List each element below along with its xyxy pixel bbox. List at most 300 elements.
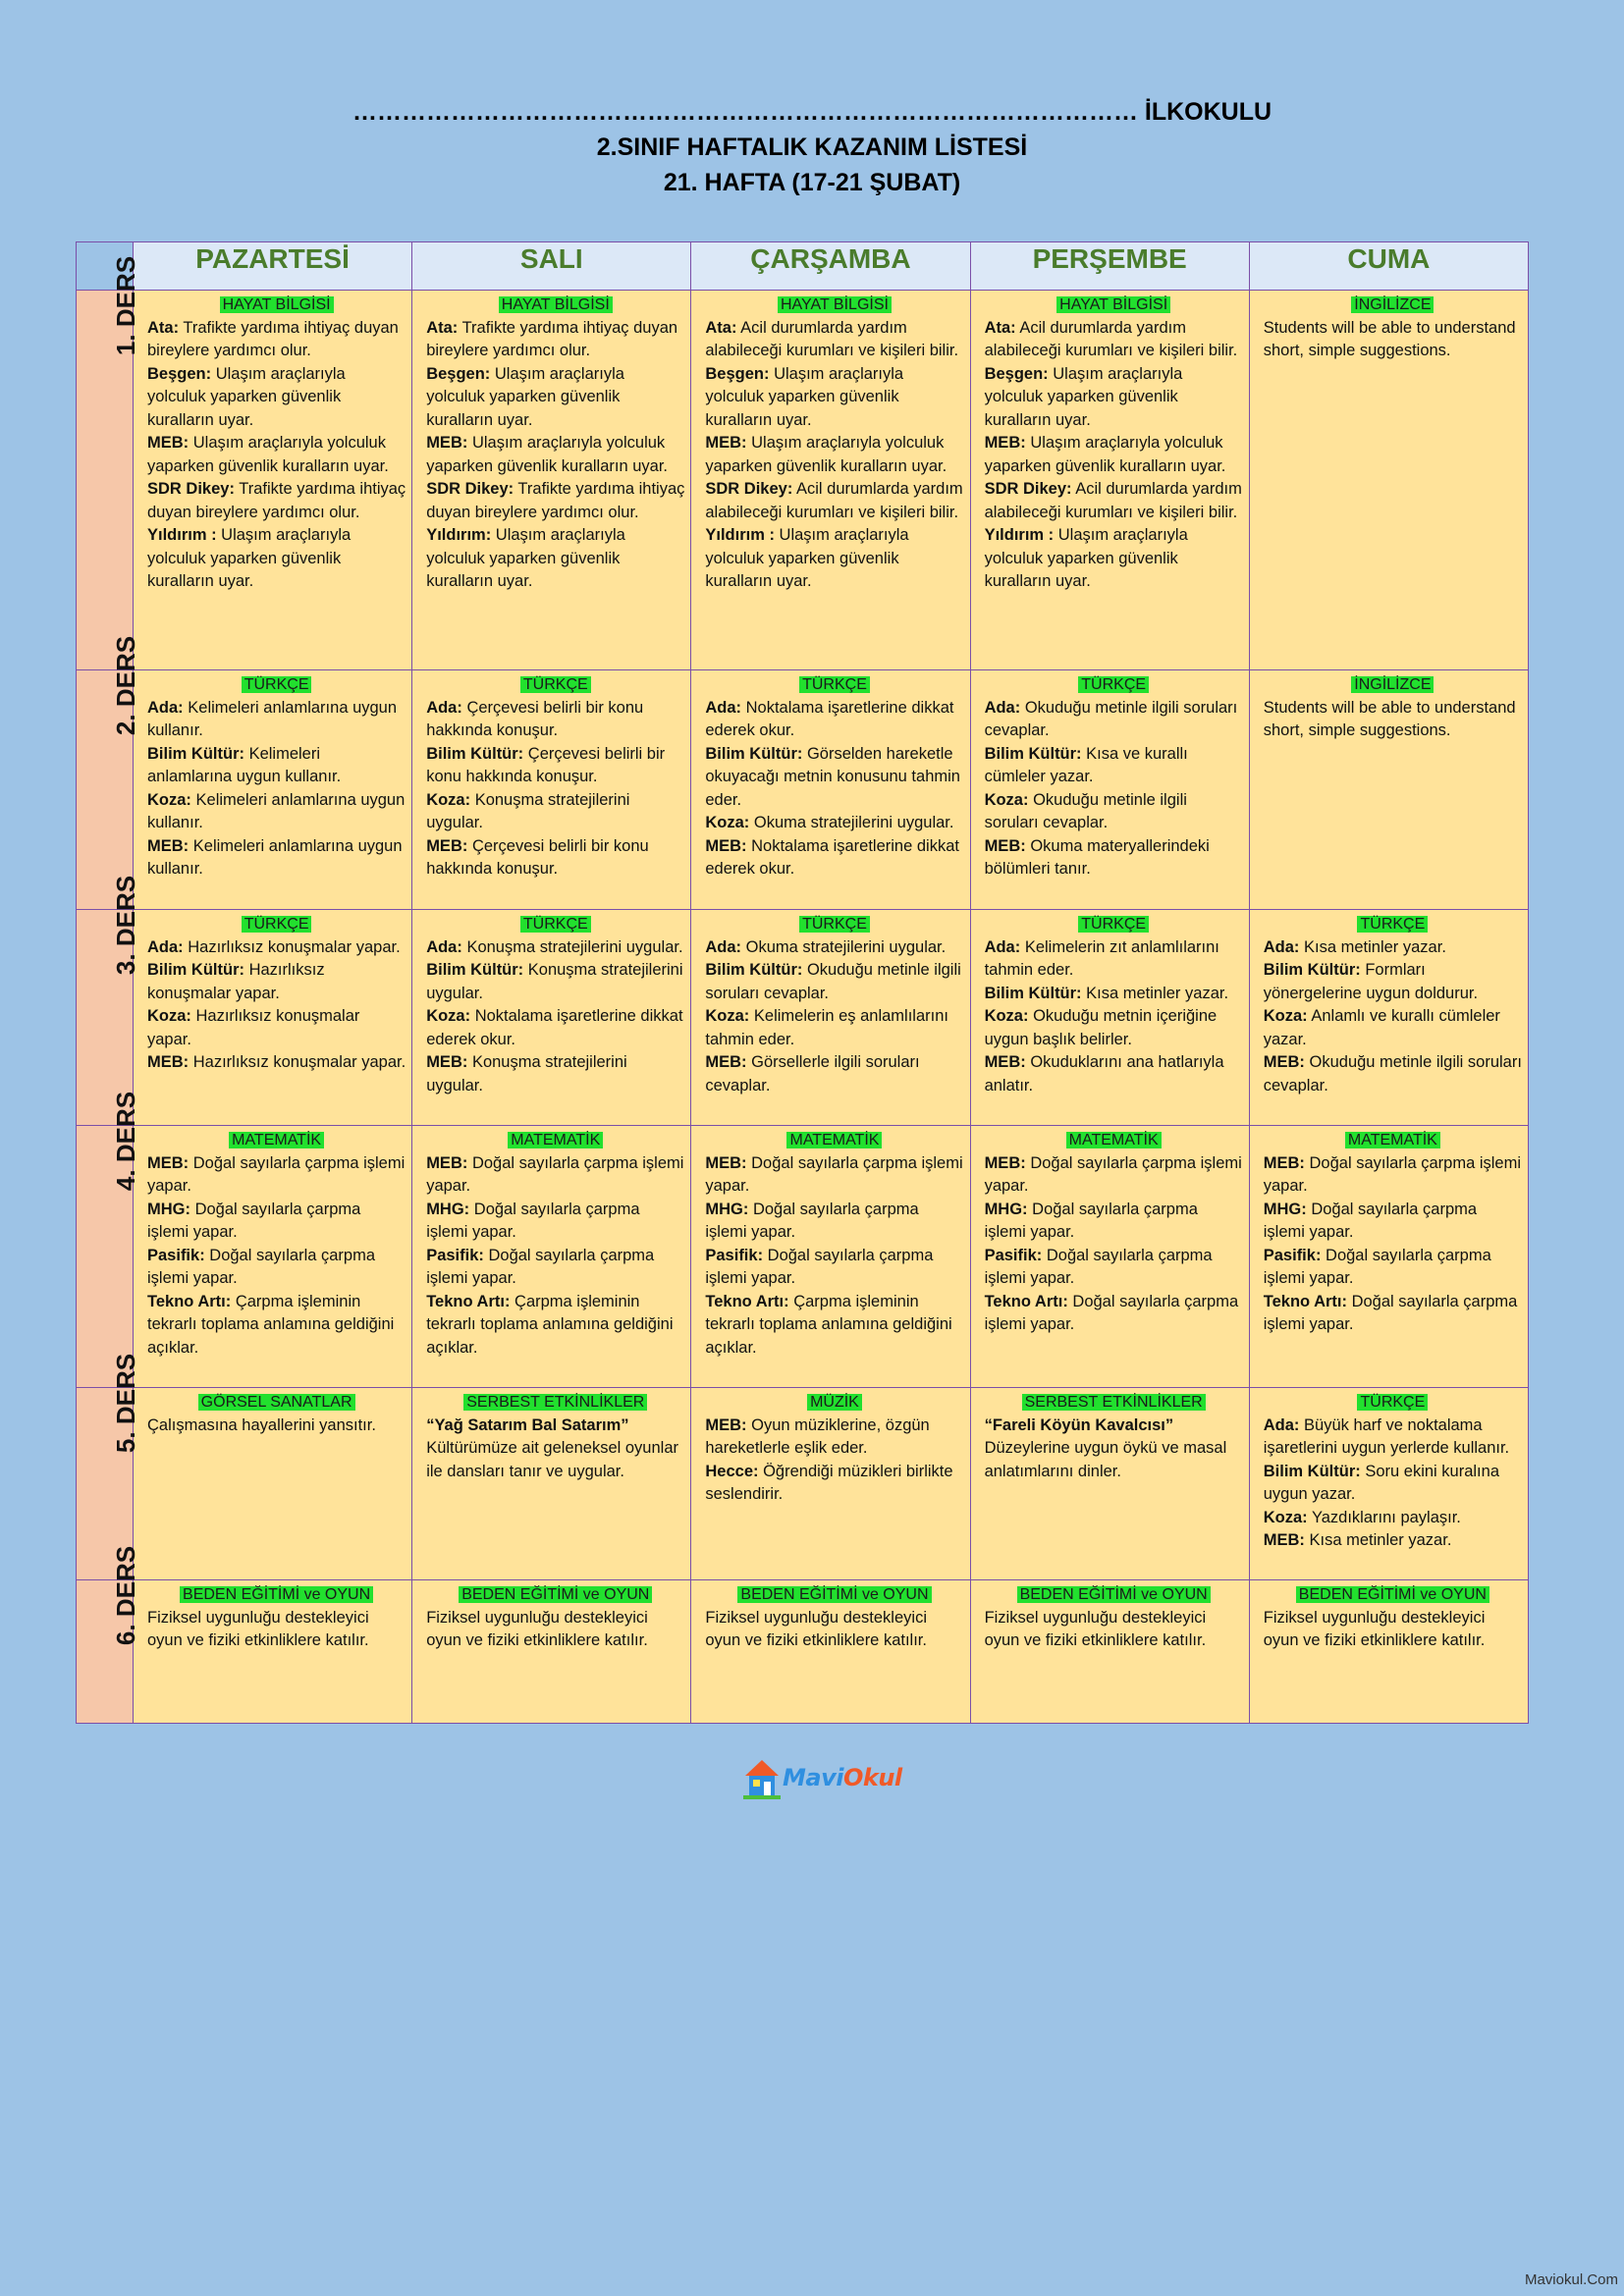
objective-line [705,1199,963,1245]
objective-line [1264,1461,1522,1507]
objective-line [985,524,1243,594]
publisher-name: Hecce: [705,1462,759,1480]
objective-text: Students will be able to understand short, simple suggestions. [1263,318,1516,359]
lesson-row [77,1126,1529,1388]
objective-text: Okuduğu metnin içeriğine uygun başlık belirler. [984,1007,1218,1048]
objective-line [705,936,963,960]
logo-text-okul: Okul [842,1764,902,1791]
lesson-cell-thursday [970,1126,1249,1388]
objective-text: Fiziksel uygunluğu destekleyici oyun ve fiziki etkinliklere katılır. [147,1608,369,1649]
subject-label [1264,913,1522,936]
objective-line [985,983,1243,1006]
objective-line [147,743,406,789]
objective-text: Acil durumlarda yardım alabileceği kurumları ve kişileri bilir. [984,318,1238,359]
objective-line [426,1415,684,1438]
lesson-number-text: 5. DERS [111,1353,141,1454]
objective-line [985,1051,1243,1097]
lesson-row [77,670,1529,910]
objective-text: Okuduğu metinle ilgili soruları cevaplar. [705,961,961,1002]
school-name-line: …………………………………………………………………………………… İLKOKULU [352,98,1272,126]
objective-line [705,743,963,813]
objective-text: Doğal sayılarla çarpma işlemi yapar. [984,1292,1239,1333]
subject-badge: SERBEST ETKİNLİKLER [463,1394,647,1411]
publisher-name: SDR Dikey: [984,480,1072,498]
objective-line [985,1415,1243,1438]
subject-badge: İNGİLİZCE [1351,296,1434,313]
objective-text: Okuma stratejilerini uygular. [749,814,954,831]
objective-text: Trafikte yardıma ihtiyaç duyan bireylere yardımcı olur. [147,480,406,521]
publisher-name: Yıldırım : [984,526,1055,544]
publisher-name: SDR Dikey: [147,480,235,498]
objective-line [147,835,406,881]
objective-line [1264,1507,1522,1530]
lesson-number-text: 1. DERS [111,255,141,356]
subject-badge: TÜRKÇE [520,676,591,693]
publisher-name: MEB: [705,1153,747,1172]
lesson-cell-wednesday [691,1388,970,1580]
objective-text: Ulaşım araçlarıyla yolculuk yaparken güvenlik kuralların uyar. [984,526,1188,590]
objective-text: Çerçevesi belirli bir konu hakkında konuşur. [426,698,644,739]
objective-text: Hazırlıksız konuşmalar yapar. [183,937,401,956]
objective-line [426,1245,684,1291]
publisher-name: Koza: [1263,1007,1308,1025]
objective-text: Hazırlıksız konuşmalar yapar. [147,961,325,1002]
subject-badge: İNGİLİZCE [1351,676,1434,693]
subject-label [705,1129,963,1152]
objective-line [147,1005,406,1051]
objective-line [1264,697,1522,743]
objective-text: Kısa metinler yazar. [1304,1531,1452,1549]
lesson-number-text: 3. DERS [111,875,141,976]
lesson-cell-friday [1249,910,1528,1126]
day-header-row [77,242,1529,291]
objective-text: Kelimeleri anlamlarına uygun kullanır. [147,836,403,878]
publisher-name: MEB: [705,434,747,452]
objective-line [985,363,1243,433]
lesson-cell-thursday [970,910,1249,1126]
objective-line [705,1245,963,1291]
objective-line [705,1051,963,1097]
objective-text: Ulaşım araçlarıyla yolculuk yaparken güvenlik kuralların uyar. [705,526,909,590]
publisher-name: MHG: [1263,1200,1307,1218]
objective-line [985,743,1243,789]
objective-line [147,1051,406,1075]
subject-badge: MATEMATİK [1345,1132,1440,1148]
publisher-name: MEB: [705,1053,747,1071]
publisher-name: MEB: [705,836,747,855]
objective-text: Doğal sayılarla çarpma işlemi yapar. [1263,1292,1518,1333]
objective-text: Soru ekini kuralına uygun yazar. [1263,1462,1499,1503]
subject-label [705,913,963,936]
objective-text: Acil durumlarda yardım alabileceği kurumları ve kişileri bilir. [705,318,959,359]
subject-badge: BEDEN EĞİTİMİ ve OYUN [737,1586,931,1603]
publisher-name: Koza: [705,1007,750,1025]
objective-line [705,1005,963,1051]
objective-line [147,1415,406,1438]
objective-text: Doğal sayılarla çarpma işlemi yapar. [426,1246,655,1287]
publisher-name: Ada: [147,937,184,956]
publisher-name: MEB: [147,1053,189,1071]
publisher-name: Pasifik: [1263,1246,1322,1264]
lesson-cell-thursday [970,291,1249,670]
objective-line [426,1199,684,1245]
subject-label [705,1583,963,1607]
objective-text: Doğal sayılarla çarpma işlemi yapar. [426,1200,640,1241]
objective-line [147,936,406,960]
lesson-number-text: 6. DERS [111,1545,141,1646]
objective-text: Doğal sayılarla çarpma işlemi yapar. [1263,1246,1491,1287]
publisher-name: Koza: [147,790,191,809]
subject-badge: HAYAT BİLGİSİ [778,296,892,313]
subject-badge: TÜRKÇE [520,916,591,933]
objective-text: Doğal sayılarla çarpma işlemi yapar. [984,1246,1213,1287]
publisher-name: MEB: [426,434,468,452]
objective-line [426,697,684,743]
publisher-name: Pasifik: [147,1246,205,1264]
subject-badge: GÖRSEL SANATLAR [198,1394,355,1411]
objective-text: Konuşma stratejilerini uygular. [426,790,630,831]
objective-text: Ulaşım araçlarıyla yolculuk yaparken güvenlik kuralların uyar. [426,364,624,429]
subject-badge: TÜRKÇE [799,916,870,933]
objective-text: Noktalama işaretlerine dikkat ederek okur. [426,1007,683,1048]
objective-text: Kelimeleri anlamlarına uygun kullanır. [147,790,406,831]
publisher-name: Ada: [426,937,462,956]
objective-line [147,1199,406,1245]
subject-label [985,1129,1243,1152]
lesson-cell-monday [134,1126,412,1388]
objective-text: Okuduğu metinle ilgili soruları cevaplar. [984,790,1187,831]
publisher-name: Yıldırım: [426,526,492,544]
objective-line [985,1005,1243,1051]
objective-line [426,789,684,835]
lesson-cell-friday [1249,291,1528,670]
lesson-number-text: 4. DERS [111,1091,141,1192]
objective-line [426,317,684,363]
objective-text: Ulaşım araçlarıyla yolculuk yaparken güvenlik kuralların uyar. [426,434,668,475]
subject-badge: TÜRKÇE [799,676,870,693]
lesson-cell-tuesday [412,1126,691,1388]
objective-line [705,1415,963,1461]
publisher-name: Ata: [705,318,737,337]
objective-line [705,835,963,881]
subject-badge: HAYAT BİLGİSİ [499,296,613,313]
objective-text: Doğal sayılarla çarpma işlemi yapar. [147,1153,406,1195]
objective-line [147,1245,406,1291]
objective-text: Çerçevesi belirli bir konu hakkında konuşur. [426,836,649,878]
subject-badge: SERBEST ETKİNLİKLER [1022,1394,1206,1411]
objective-line [147,363,406,433]
lesson-cell-wednesday [691,910,970,1126]
subject-label [426,673,684,697]
publisher-name: Koza: [705,814,750,831]
objective-text: Ulaşım araçlarıyla yolculuk yaparken güvenlik kuralların uyar. [147,526,352,590]
publisher-name: MEB: [426,1153,468,1172]
subject-label [985,913,1243,936]
subject-badge: BEDEN EĞİTİMİ ve OYUN [180,1586,373,1603]
objective-line [985,317,1243,363]
lesson-cell-tuesday [412,291,691,670]
house-icon [743,1758,781,1801]
objective-text: Öğrendiği müzikleri birlikte seslendirir. [705,1462,953,1503]
objective-text: Noktalama işaretlerine dikkat ederek okur. [705,836,959,878]
lesson-row-label [77,255,141,670]
objective-text: Kelimelerin eş anlamlılarını tahmin eder. [705,1007,948,1048]
publisher-name: MEB: [984,836,1026,855]
objective-line [985,697,1243,743]
objective-text: Doğal sayılarla çarpma işlemi yapar. [1263,1153,1521,1195]
objective-text: Ulaşım araçlarıyla yolculuk yaparken güvenlik kuralların uyar. [426,526,625,590]
objective-line [705,524,963,594]
objective-text: Okuduklarını ana hatlarıyla anlatır. [984,1053,1224,1095]
objective-line [705,1291,963,1361]
subject-badge: TÜRKÇE [242,676,312,693]
weekly-schedule-table [76,241,1529,1724]
objective-text: Kısa metinler yazar. [1081,984,1229,1002]
publisher-name: “Yağ Satarım Bal Satarım” [426,1415,629,1434]
subject-label [426,1129,684,1152]
publisher-name: Tekno Artı: [984,1292,1068,1310]
lesson-cell-tuesday [412,670,691,910]
objective-line [426,524,684,594]
objective-text: Hazırlıksız konuşmalar yapar. [189,1053,406,1071]
objective-line [1264,1415,1522,1461]
objective-text: Konuşma stratejilerini uygular. [426,1053,627,1095]
lesson-cell-friday [1249,1580,1528,1724]
objective-text: Fiziksel uygunluğu destekleyici oyun ve fiziki etkinliklere katılır. [705,1608,927,1649]
objective-text: Kelimeleri anlamlarına uygun kullanır. [147,698,398,739]
lesson-cell-thursday [970,670,1249,910]
publisher-name: Bilim Kültür: [984,984,1082,1002]
lesson-row [77,1388,1529,1580]
objective-line [985,1199,1243,1245]
objective-line [985,478,1243,524]
lesson-cell-wednesday [691,1126,970,1388]
objective-line [426,1152,684,1199]
objective-text: Konuşma stratejilerini uygular. [426,961,683,1002]
objective-line [1264,1005,1522,1051]
objective-line [426,835,684,881]
publisher-name: Ata: [984,318,1016,337]
objective-text: Ulaşım araçlarıyla yolculuk yaparken güvenlik kuralların uyar. [984,364,1183,429]
objective-line [1264,317,1522,363]
objective-text: Doğal sayılarla çarpma işlemi yapar. [1263,1200,1478,1241]
objective-text: Çalışmasına hayallerini yansıtır. [147,1415,376,1434]
logo-wordmark [783,1764,902,1791]
subject-badge: TÜRKÇE [1357,1394,1428,1411]
objective-text: Doğal sayılarla çarpma işlemi yapar. [984,1200,1198,1241]
subject-badge: TÜRKÇE [1078,676,1149,693]
objective-line [985,936,1243,983]
document-title: 2.SINIF HAFTALIK KAZANIM LİSTESİ [596,133,1028,161]
publisher-name: Ada: [1263,1415,1300,1434]
subject-label [147,913,406,936]
publisher-name: Yıldırım : [147,526,217,544]
lesson-cell-friday [1249,1126,1528,1388]
publisher-name: Ada: [426,698,462,717]
objective-line [1264,1245,1522,1291]
subject-badge: BEDEN EĞİTİMİ ve OYUN [1296,1586,1489,1603]
objective-text: Okuma materyallerindeki bölümleri tanır. [984,836,1210,878]
subject-label [147,1129,406,1152]
objective-line [1264,936,1522,960]
subject-label [985,1391,1243,1415]
objective-line [147,478,406,524]
subject-label [147,1391,406,1415]
objective-line [705,1607,963,1653]
objective-line [1264,1291,1522,1337]
objective-line [985,1437,1243,1483]
day-header-wednesday: ÇARŞAMBA [691,242,970,291]
objective-text: Oyun müziklerine, özgün hareketlerle eşlik eder. [705,1415,930,1457]
objective-text: Ulaşım araçlarıyla yolculuk yaparken güvenlik kuralların uyar. [984,434,1226,475]
objective-line [705,812,963,835]
day-header-monday: PAZARTESİ [134,242,412,291]
objective-line [705,1152,963,1199]
objective-line [985,835,1243,881]
publisher-name: MEB: [1263,1053,1305,1071]
publisher-name: Beşgen: [984,364,1049,383]
objective-line [1264,959,1522,1005]
subject-label [985,294,1243,317]
lesson-cell-tuesday [412,910,691,1126]
publisher-name: Bilim Kültür: [1263,961,1361,979]
publisher-name: Beşgen: [426,364,491,383]
objective-line [147,697,406,743]
objective-line [1264,1051,1522,1097]
objective-text: Trafikte yardıma ihtiyaç duyan bireylere yardımcı olur. [426,480,685,521]
objective-text: Çarpma işleminin tekrarlı toplama anlamına geldiğini açıklar. [705,1292,952,1357]
objective-text: Kısa ve kurallı cümleler yazar. [984,744,1188,785]
publisher-name: Ata: [426,318,459,337]
objective-line [985,1291,1243,1337]
objective-line [426,1291,684,1361]
subject-label [985,673,1243,697]
lesson-row-label [77,1545,141,1724]
objective-text: Acil durumlarda yardım alabileceği kurumları ve kişileri bilir. [705,480,963,521]
lesson-cell-monday [134,1388,412,1580]
objective-text: Trafikte yardıma ihtiyaç duyan bireylere yardımcı olur. [147,318,399,359]
objective-text: Kelimeleri anlamlarına uygun kullanır. [147,744,342,785]
logo-text-mavi: Mavi [783,1764,843,1791]
publisher-name: Koza: [426,790,471,809]
publisher-name: Yıldırım : [705,526,775,544]
objective-line [147,524,406,594]
publisher-name: MEB: [426,836,468,855]
objective-line [147,317,406,363]
subject-badge: TÜRKÇE [242,916,312,933]
lesson-row [77,910,1529,1126]
publisher-name: MEB: [147,836,189,855]
publisher-name: Pasifik: [705,1246,764,1264]
subject-badge: MATEMATİK [508,1132,603,1148]
footer-site: Maviokul.Com [1524,2271,1618,2288]
publisher-name: Bilim Kültür: [705,961,803,979]
objective-line [705,959,963,1005]
objective-line [147,1291,406,1361]
subject-label [705,673,963,697]
day-header-friday: CUMA [1249,242,1528,291]
publisher-name: Tekno Artı: [705,1292,789,1310]
lesson-row-label [77,635,141,910]
subject-badge: MATEMATİK [786,1132,882,1148]
objective-line [705,317,963,363]
objective-text: Kelimelerin zıt anlamlılarını tahmin eder. [984,937,1219,979]
subject-label [705,294,963,317]
subject-badge: TÜRKÇE [1078,916,1149,933]
publisher-name: Ata: [147,318,180,337]
publisher-name: Beşgen: [705,364,770,383]
publisher-name: Bilim Kültür: [426,961,524,979]
lesson-cell-tuesday [412,1580,691,1724]
objective-text: Trafikte yardıma ihtiyaç duyan bireylere yardımcı olur. [426,318,678,359]
objective-text: Doğal sayılarla çarpma işlemi yapar. [147,1200,361,1241]
subject-badge: BEDEN EĞİTİMİ ve OYUN [459,1586,652,1603]
subject-badge: MATEMATİK [1066,1132,1162,1148]
publisher-name: Ada: [984,937,1021,956]
lesson-cell-monday [134,670,412,910]
subject-label [1264,1583,1522,1607]
publisher-name: MHG: [147,1200,190,1218]
maviokul-logo [743,1756,902,1803]
objective-text: Okuduğu metinle ilgili soruları cevaplar. [1263,1053,1522,1095]
publisher-name: MHG: [984,1200,1028,1218]
objective-line [985,789,1243,835]
objective-text: Çarpma işleminin tekrarlı toplama anlamına geldiğini açıklar. [426,1292,674,1357]
publisher-name: Ada: [705,937,742,956]
objective-text: Ulaşım araçlarıyla yolculuk yaparken güvenlik kuralların uyar. [705,434,947,475]
lesson-cell-thursday [970,1388,1249,1580]
publisher-name: “Fareli Köyün Kavalcısı” [984,1415,1174,1434]
publisher-name: Koza: [984,790,1029,809]
publisher-name: Bilim Kültür: [147,744,244,763]
lesson-cell-tuesday [412,1388,691,1580]
publisher-name: MEB: [705,1415,747,1434]
objective-line [147,959,406,1005]
subject-badge: MATEMATİK [229,1132,324,1148]
publisher-name: Bilim Kültür: [705,744,803,763]
lesson-cell-monday [134,910,412,1126]
objective-line [426,1607,684,1653]
objective-line [147,1152,406,1199]
subject-label [705,1391,963,1415]
objective-line [147,432,406,478]
objective-text: Doğal sayılarla çarpma işlemi yapar. [984,1153,1242,1195]
objective-text: Students will be able to understand short, simple suggestions. [1263,698,1516,739]
lesson-cell-wednesday [691,291,970,670]
publisher-name: Koza: [426,1007,471,1025]
lesson-row-label [77,1091,141,1388]
objective-text: Görsellerle ilgili soruları cevaplar. [705,1053,920,1095]
subject-badge: HAYAT BİLGİSİ [220,296,334,313]
objective-line [1264,1607,1522,1653]
subject-label [147,673,406,697]
objective-line [426,959,684,1005]
subject-badge: TÜRKÇE [1357,916,1428,933]
objective-text: Doğal sayılarla çarpma işlemi yapar. [705,1246,934,1287]
lesson-number-text: 2. DERS [111,635,141,736]
objective-text: Acil durumlarda yardım alabileceği kurumları ve kişileri bilir. [984,480,1242,521]
day-header-thursday: PERŞEMBE [970,242,1249,291]
objective-line [705,697,963,743]
week-label: 21. HAFTA (17-21 ŞUBAT) [663,169,961,196]
publisher-name: Bilim Kültür: [147,961,244,979]
objective-text: Düzeylerine uygun öykü ve masal anlatımlarını dinler. [984,1439,1227,1480]
lesson-cell-monday [134,291,412,670]
subject-label [1264,673,1522,697]
objective-line [985,432,1243,478]
objective-line [426,1051,684,1097]
lesson-cell-friday [1249,1388,1528,1580]
